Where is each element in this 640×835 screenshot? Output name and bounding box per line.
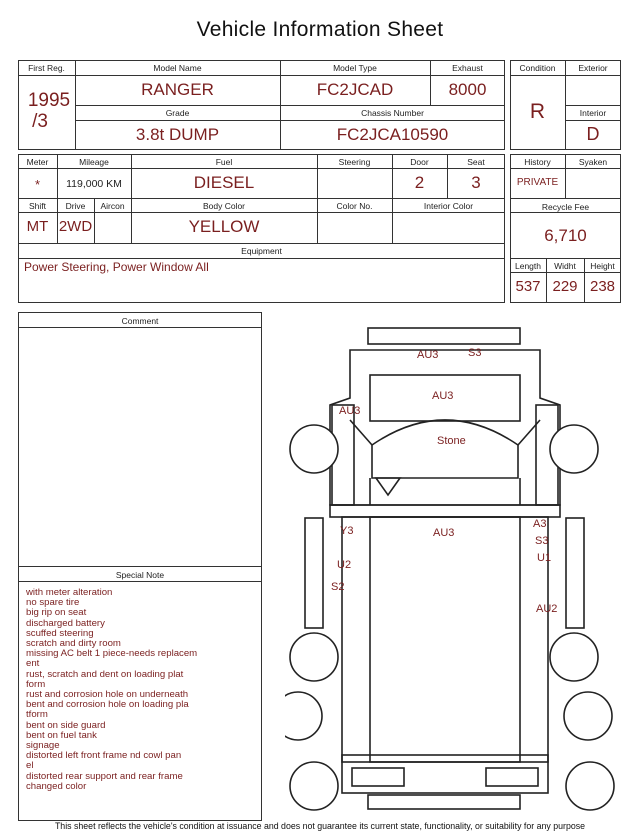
damage-mark-right-u1: U1 bbox=[537, 552, 552, 564]
model-name-label: Model Name bbox=[153, 63, 202, 73]
first-reg-month: /3 bbox=[32, 111, 48, 132]
height-value: 238 bbox=[589, 278, 616, 295]
shift-label: Shift bbox=[28, 201, 46, 211]
damage-mark-right-au2: AU2 bbox=[536, 603, 558, 615]
first-reg-label: First Reg. bbox=[28, 63, 65, 73]
height-label: Height bbox=[590, 261, 615, 271]
seat-value: 3 bbox=[471, 173, 481, 192]
special-note-line: signage bbox=[26, 740, 60, 752]
front-left-wheel bbox=[290, 425, 338, 473]
damage-mark-right-a3: A3 bbox=[533, 518, 547, 530]
damage-mark-left-s2: S2 bbox=[331, 581, 345, 593]
color-no-label: Color No. bbox=[336, 201, 373, 211]
special-note-line: rust, scratch and dent on loading plat bbox=[26, 668, 184, 680]
damage-mark-left-u2: U2 bbox=[337, 559, 352, 571]
first-reg-year: 1995 bbox=[27, 90, 71, 111]
exhaust-label: Exhaust bbox=[452, 63, 483, 73]
length-value: 537 bbox=[515, 278, 541, 295]
body-color-value: YELLOW bbox=[188, 217, 260, 236]
front-right-wheel bbox=[550, 425, 598, 473]
special-note-line: discharged battery bbox=[26, 617, 105, 629]
rear-left-wheel-3 bbox=[290, 762, 338, 810]
history-label: History bbox=[524, 157, 551, 167]
special-note-line: no spare tire bbox=[26, 597, 80, 609]
exhaust-value: 8000 bbox=[448, 80, 487, 99]
steering-label: Steering bbox=[338, 157, 371, 167]
model-name-value: RANGER bbox=[141, 80, 214, 99]
interior-color-label: Interior Color bbox=[423, 201, 474, 211]
sheet-title: Vehicle Information Sheet bbox=[196, 18, 444, 41]
width-label: Widht bbox=[554, 261, 576, 271]
door-label: Door bbox=[410, 157, 429, 167]
damage-mark-left-mirror-au3: AU3 bbox=[339, 405, 361, 417]
fuel-label: Fuel bbox=[215, 157, 233, 167]
vehicle-damage-diagram bbox=[285, 320, 625, 820]
damage-mark-left-y3: Y3 bbox=[340, 525, 354, 537]
special-note-line: changed color bbox=[26, 780, 87, 792]
chassis-value: FC2JCA10590 bbox=[336, 125, 449, 144]
aircon-label: Aircon bbox=[100, 201, 125, 211]
mileage-value: 119,000 KM bbox=[66, 178, 122, 190]
special-note-line: missing AC belt 1 piece-needs replacem bbox=[26, 648, 198, 660]
rear-left-wheel-2 bbox=[285, 692, 322, 740]
door-value: 2 bbox=[414, 173, 425, 192]
history-value: PRIVATE bbox=[516, 177, 559, 188]
damage-mark-hood-au3: AU3 bbox=[432, 390, 454, 402]
interior-label: Interior bbox=[579, 108, 607, 118]
interior-grade: D bbox=[586, 124, 600, 144]
equipment-value: Power Steering, Power Window All bbox=[24, 260, 209, 274]
special-note-label: Special Note bbox=[115, 570, 165, 580]
special-note-line: scuffed steering bbox=[26, 627, 94, 639]
condition-label: Condition bbox=[519, 63, 556, 73]
equipment-label: Equipment bbox=[241, 246, 282, 256]
disclaimer-footer: This sheet reflects the vehicle's condition at issuance and does not guarantee its current state, functionality, or suitability for any purpose bbox=[54, 821, 586, 831]
seat-label: Seat bbox=[467, 157, 485, 167]
rear-left-wheel-1 bbox=[290, 633, 338, 681]
special-note-line: bent on fuel tank bbox=[26, 729, 97, 741]
model-type-label: Model Type bbox=[333, 63, 377, 73]
condition-grade: R bbox=[529, 100, 546, 123]
damage-mark-bumper-s3: S3 bbox=[468, 347, 482, 359]
comment-label: Comment bbox=[121, 316, 159, 326]
special-note-line: form bbox=[26, 678, 46, 690]
drive-label: Drive bbox=[65, 201, 86, 211]
damage-mark-bed-au3: AU3 bbox=[433, 527, 455, 539]
special-note-line: el bbox=[26, 760, 34, 772]
damage-mark-right-s3: S3 bbox=[535, 535, 549, 547]
special-note-line: bent on side guard bbox=[26, 719, 106, 731]
special-note-line: distorted rear support and rear frame bbox=[26, 770, 183, 782]
special-note-line: tform bbox=[26, 709, 48, 721]
body-color-label: Body Color bbox=[202, 201, 246, 211]
meter-value: * bbox=[34, 177, 41, 192]
length-label: Length bbox=[515, 261, 541, 271]
shift-value: MT bbox=[26, 218, 49, 235]
grade-value: 3.8t DUMP bbox=[135, 125, 220, 144]
special-note-line: rust and corrosion hole on underneath bbox=[26, 689, 189, 701]
recycle-fee-value: 6,710 bbox=[544, 226, 587, 245]
syaken-label: Syaken bbox=[578, 157, 608, 167]
recycle-fee-label: Recycle Fee bbox=[541, 202, 590, 212]
special-note-line: distorted left front frame nd cowl pan bbox=[26, 750, 182, 762]
meter-label: Meter bbox=[26, 157, 49, 167]
special-note-line: ent bbox=[26, 658, 40, 670]
special-note-line: big rip on seat bbox=[26, 607, 87, 619]
exterior-label: Exterior bbox=[578, 63, 608, 73]
width-value: 229 bbox=[552, 278, 578, 295]
grade-label: Grade bbox=[165, 108, 190, 118]
drive-value: 2WD bbox=[58, 218, 93, 235]
mileage-label: Mileage bbox=[79, 157, 109, 167]
rear-right-wheel-1 bbox=[550, 633, 598, 681]
damage-mark-bumper-au3: AU3 bbox=[417, 349, 439, 361]
fuel-value: DIESEL bbox=[193, 173, 255, 192]
chassis-label: Chassis Number bbox=[361, 108, 424, 118]
special-note-line: with meter alteration bbox=[26, 587, 113, 598]
rear-right-wheel-3 bbox=[566, 762, 614, 810]
model-type-value: FC2JCAD bbox=[316, 80, 394, 99]
special-note-line: bent and corrosion hole on loading pla bbox=[26, 699, 189, 711]
special-note-line: scratch and dirty room bbox=[26, 638, 121, 650]
special-notes-list bbox=[26, 588, 256, 792]
rear-right-wheel-2 bbox=[564, 692, 612, 740]
damage-mark-windshield: Stone bbox=[437, 435, 466, 447]
